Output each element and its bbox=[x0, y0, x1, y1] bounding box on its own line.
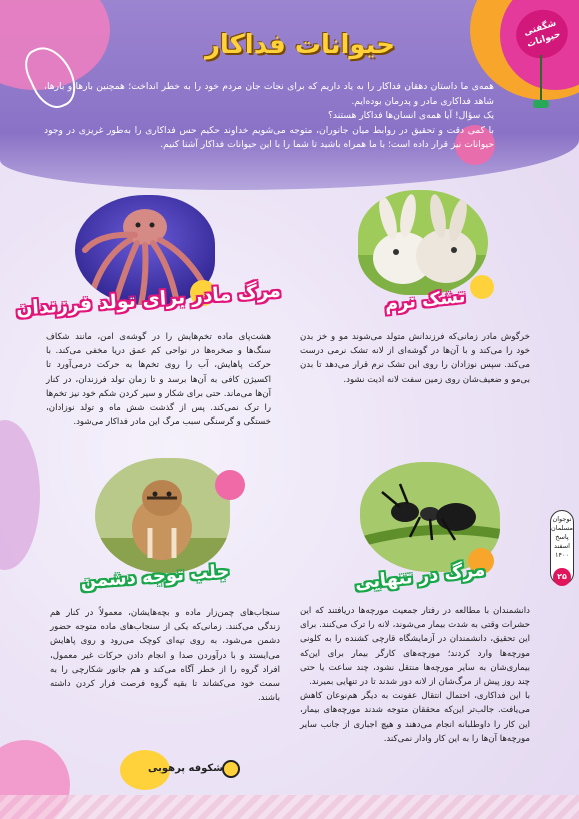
intro-paragraph-2: یک سؤال! آیا همه‌ی انسان‌ها فداکار هستند؟ bbox=[328, 110, 494, 121]
rabbit-section-text bbox=[300, 330, 530, 387]
tag-tassel bbox=[533, 100, 549, 108]
ant-text-paragraph-2: با این فداکاری، احتمال انتقال عفونت به دیگر هم‌نوعان کاهش می‌یافت. جالب‌تر این‌که محققان متوجه شدند مورچه‌های بیمار، این کار را داوطلبانه انجام می‌دهند و هیچ اجباری از جانب سایر مورچه‌ها آن‌ها را به این کار وادار نمی‌کند. bbox=[300, 691, 530, 744]
chipmunk-text-paragraph: سنجاب‌های چمن‌زار ماده و بچه‌هایشان، معمولاً در کنار هم زندگی می‌کنند. زمانی‌که یکی از سنجاب‌های ماده متوجه حضور دشمن می‌شود، به روی تپه‌ای کوچک می‌رود و روی پاهایش می‌ایستد و با درآوردن صدا و انجام دادن حرکات غیر معمول، افراد گروه را از خطر آگاه می‌کند و هم جانور شکارچی را به سمت خود می‌کشاند تا بقیه گروه فرصت فرار کردن داشته باشند. bbox=[50, 608, 280, 704]
side-badge-line-3: پاسخ bbox=[555, 533, 569, 541]
side-badge-line-1: نوجوان bbox=[552, 515, 572, 523]
ant-section-title: مرگ در تنهایی bbox=[353, 559, 487, 594]
octopus-text-paragraph: هشت‌پای ماده تخم‌هایش را در گوشه‌ی امن، مانند شکاف سنگ‌ها و صخره‌ها در نواحی کم عمق دریا مخفی می‌کند. با حرکت پاهایش، آب را روی تخم‌ها به حرکت درمی‌آورد تا اکسیژن کافی به آن‌ها برسد و تا زمان تولد فرزندان، در کنار آن‌ها می‌ماند. حتی برای شکار و سیر کردن شکم خود نیز تخم‌ها را ترک نمی‌کند. پس از گذشت شش ماه و تولد نوزادان، خستگی و گرسنگی سبب مرگ این مادر فداکار می‌شود. bbox=[46, 332, 271, 428]
chipmunk-section-text bbox=[50, 606, 280, 705]
author-dot-icon bbox=[222, 760, 240, 778]
bottom-pattern-strip bbox=[0, 795, 579, 819]
ant-text-paragraph-1: دانشمندان با مطالعه در رفتار جمعیت مورچه‌ها دریافتند که این حشرات وقتی به شدت بیمار می‌شوند، لانه را ترک می‌کنند. برای این تحقیق، دانشمندان در آزمایشگاه قارچی کشنده را به کلونی مورچه‌ها وارد کردند؛ مورچه‌های کارگر بیمار برای این‌که بیماری‌شان به سایر مورچه‌ها منتقل نشود، چند ساعت یا حتی چند روز پیش از مرگ‌شان از لانه دور شدند تا در تنهایی بمیرند. bbox=[300, 606, 530, 688]
intro-paragraph-1: همه‌ی ما داستان دهقان فداکار را به یاد داریم که برای نجات جان مردم خود را به خطر انداخت؛ همچنین بارها و بارها، شاهد فداکاری مادر و پدرمان بوده‌ایم. bbox=[44, 81, 494, 107]
side-badge-line-2: مسلمان bbox=[551, 524, 573, 532]
page-title: حیوانات فداکار bbox=[204, 30, 396, 60]
page-number: ۲۵ bbox=[553, 568, 571, 586]
rabbit-photo bbox=[358, 190, 488, 295]
rabbit-text-paragraph: خرگوش مادر زمانی‌که فرزندانش متولد می‌شوند مو و خز بدن خود را می‌کند و با آن‌ها در گوشه‌ای از لانه تشک نرمی درست می‌کند. سپس نوزادان را روی این تشک نرم قرار می‌دهد تا بدن بی‌مو و ضعیف‌شان روی زمین سفت لانه اذیت نشود. bbox=[300, 332, 530, 385]
decor-blob-left-mid bbox=[0, 420, 40, 570]
rabbit-section-title: تشک نرم bbox=[383, 285, 467, 316]
ant-section-text bbox=[300, 604, 530, 746]
chipmunk-photo-accent bbox=[215, 470, 245, 500]
intro-text bbox=[44, 80, 494, 153]
author-name: شکوفه پرهوبی bbox=[148, 763, 224, 774]
chipmunk-photo bbox=[95, 458, 230, 573]
side-badge-line-4: اسفند ۱۴۰۰ bbox=[554, 542, 570, 559]
octopus-section-title: مرگ مادر برای تولد فرزندان bbox=[15, 279, 282, 320]
intro-paragraph-3: با کمی دقت و تحقیق در روابط میان جانوران، متوجه می‌شویم خداوند حکیم حس فداکاری را به‌طور غریزی در وجود حیوانات نیز قرار داده است؛ با ما همراه باشید تا شما را با این حیوانات فداکار آشنا کنیم. bbox=[44, 124, 494, 150]
chipmunk-section-title: جلب توجه دشمن bbox=[79, 560, 231, 593]
tag-string bbox=[540, 55, 542, 105]
octopus-section-text bbox=[46, 330, 271, 429]
series-tag: شگفتی حیوانات bbox=[510, 3, 574, 65]
